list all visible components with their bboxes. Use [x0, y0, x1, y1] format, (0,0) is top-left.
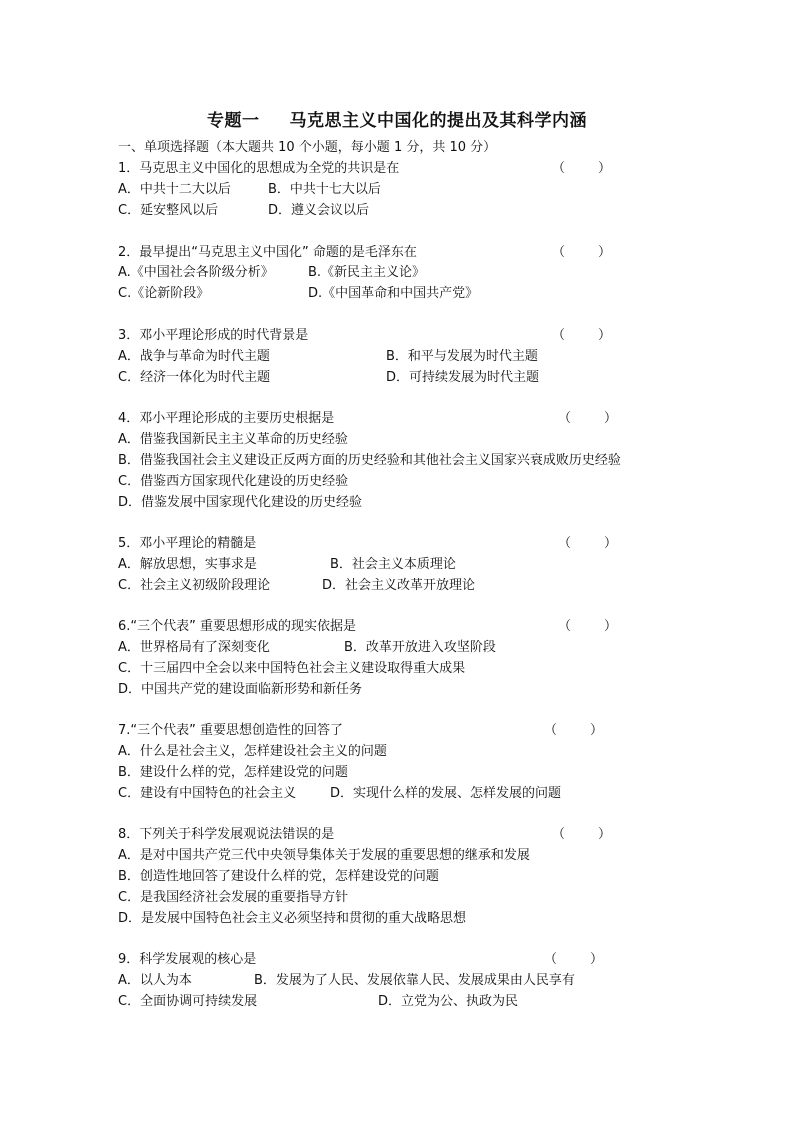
question-5-answer-blank: （ ）: [558, 536, 618, 551]
question-8-option-b: B．创造性地回答了建设什么样的党，怎样建设党的问题: [118, 869, 439, 884]
question-8-option-d: D．是发展中国特色社会主义必须坚持和贯彻的重大战略思想: [118, 911, 467, 926]
question-2-option-d: D.《中国革命和中国共产党》: [308, 286, 479, 301]
question-9-stem: 9．科学发展观的核心是: [118, 952, 257, 967]
question-3-stem: 3．邓小平理论形成的时代背景是: [118, 328, 309, 343]
question-2-stem: 2．最早提出“马克思主义中国化” 命题的是毛泽东在: [118, 245, 417, 260]
question-9-option-c: C．全面协调可持续发展: [118, 994, 258, 1009]
question-8-option-c: C．是我国经济社会发展的重要指导方针: [118, 890, 349, 905]
question-2-answer-blank: （ ）: [552, 245, 612, 260]
question-5-option-d: D．社会主义改革开放理论: [322, 578, 476, 593]
question-6-option-b: B．改革开放进入攻坚阶段: [344, 640, 496, 655]
title-topic-name: 马克思主义中国化的提出及其科学内涵: [289, 111, 587, 131]
question-4-option-b: B．借鉴我国社会主义建设正反两方面的历史经验和其他社会主义国家兴衰成败历史经验: [118, 453, 621, 468]
question-7-answer-blank: （ ）: [544, 723, 604, 738]
question-7-option-c: C．建设有中国特色的社会主义: [118, 786, 297, 801]
question-1-option-c: C．延安整风以后: [118, 203, 219, 218]
question-8-stem: 8．下列关于科学发展观说法错误的是: [118, 827, 335, 842]
question-5-option-c: C．社会主义初级阶段理论: [118, 578, 271, 593]
question-7-option-b: B．建设什么样的党，怎样建设党的问题: [118, 765, 348, 780]
question-7-option-d: D．实现什么样的发展、怎样发展的问题: [330, 786, 562, 801]
question-1-answer-blank: （ ）: [552, 161, 612, 176]
section-header: 一、单项选择题（本大题共 10 个小题，每小题 1 分，共 10 分）: [118, 140, 497, 155]
question-1-option-d: D．遵义会议以后: [268, 203, 370, 218]
question-4-answer-blank: （ ）: [558, 411, 618, 426]
question-1-option-a: A．中共十二大以后: [118, 182, 231, 197]
question-9-option-d: D．立党为公、执政为民: [378, 994, 519, 1009]
question-6-option-a: A．世界格局有了深刻变化: [118, 640, 270, 655]
question-3-option-b: B．和平与发展为时代主题: [386, 349, 538, 364]
question-5-option-b: B．社会主义本质理论: [330, 557, 456, 572]
question-3-option-d: D．可持续发展为时代主题: [386, 370, 540, 385]
question-2-option-a: A.《中国社会各阶级分析》: [118, 265, 274, 280]
question-3-option-c: C．经济一体化为时代主题: [118, 370, 271, 385]
title-topic-number: 专题一: [207, 111, 260, 131]
question-2-option-b: B.《新民主主义论》: [308, 265, 426, 280]
question-6-option-d: D．中国共产党的建设面临新形势和新任务: [118, 682, 363, 697]
question-8-answer-blank: （ ）: [552, 827, 612, 842]
page-title: [0, 106, 794, 131]
question-9-option-a: A．以人为本: [118, 973, 192, 988]
question-4-option-a: A．借鉴我国新民主主义革命的历史经验: [118, 432, 348, 447]
question-3-answer-blank: （ ）: [552, 328, 612, 343]
question-2-option-c: C.《论新阶段》: [118, 286, 210, 301]
question-4-option-d: D．借鉴发展中国家现代化建设的历史经验: [118, 495, 363, 510]
question-1-stem: 1．马克思主义中国化的思想成为全党的共识是在: [118, 161, 400, 176]
question-8-option-a: A．是对中国共产党三代中央领导集体关于发展的重要思想的继承和发展: [118, 848, 530, 863]
question-4-stem: 4．邓小平理论形成的主要历史根据是: [118, 411, 335, 426]
question-6-option-c: C．十三届四中全会以来中国特色社会主义建设取得重大成果: [118, 661, 466, 676]
question-1-option-b: B．中共十七大以后: [268, 182, 381, 197]
question-5-stem: 5．邓小平理论的精髓是: [118, 536, 257, 551]
question-6-answer-blank: （ ）: [558, 619, 618, 634]
question-7-stem: 7.“三个代表” 重要思想创造性的回答了: [118, 723, 344, 738]
question-5-option-a: A．解放思想，实事求是: [118, 557, 257, 572]
question-7-option-a: A．什么是社会主义，怎样建设社会主义的问题: [118, 744, 387, 759]
question-9-answer-blank: （ ）: [544, 952, 604, 967]
question-6-stem: 6.“三个代表” 重要思想形成的现实依据是: [118, 619, 357, 634]
question-9-option-b: B．发展为了人民、发展依靠人民、发展成果由人民享有: [254, 973, 575, 988]
question-4-option-c: C．借鉴西方国家现代化建设的历史经验: [118, 474, 349, 489]
question-3-option-a: A．战争与革命为时代主题: [118, 349, 270, 364]
